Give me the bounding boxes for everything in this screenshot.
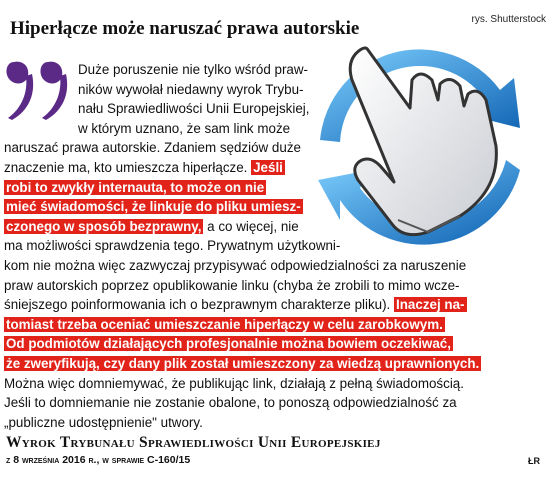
article-line [4, 158, 285, 178]
article-line [4, 354, 481, 374]
article-line [4, 256, 466, 276]
article-line [4, 295, 467, 315]
article-line [4, 374, 464, 394]
article-line [4, 236, 340, 256]
highlighted-text: mieć świadomości, że linkuje do pliku umiesz- [6, 199, 301, 215]
article-line [4, 393, 457, 413]
article-title: Hiperłącze może naruszać prawa autorskie [10, 18, 360, 39]
source-details: z 8 września 2016 r., w sprawie C-160/15 [6, 454, 191, 466]
article-text: kom nie można więc zazwyczaj przypisywać odpowiedzialności za naruszenie [4, 258, 467, 273]
article-text: ma możliwości sprawdzenia tego. Prywatnym użytkowni- [4, 238, 341, 254]
article-text: ników wywołał niedawny wyrok Trybu- [78, 81, 304, 97]
highlighted-text: czonego w sposób bezprawny, [6, 218, 202, 234]
highlighted-text: Od podmiotów działających profesjonalnie można bowiem oczekiwać, [6, 336, 451, 352]
article-line [4, 315, 445, 335]
article-text: Jeśli to domniemanie nie zostanie obalone, to ponoszą odpowiedzialność za [4, 395, 457, 411]
article-line [78, 99, 309, 119]
author-signature: ŁR [528, 456, 540, 466]
article-line [78, 80, 304, 100]
highlighted-text: robi to zwykły internauta, to może on nie [6, 179, 265, 195]
article-text: a co więcej, nie [203, 218, 299, 234]
article-text: w którym uznano, że sam link może [78, 120, 291, 136]
article-text: praw autorskich poprzez opublikowanie linku (chyba że zrobili to mimo wcze- [4, 277, 460, 293]
highlighted-text: że zweryfikują, czy dany plik został umieszczony za wiedzą uprawnionych. [6, 356, 480, 371]
article-line [4, 138, 301, 158]
article-text: Można więc domniemywać, że publikując link, działają z pełną świadomością. [4, 375, 464, 391]
article-text: „publiczne udostępnienie" utwory. [4, 414, 203, 430]
article-text: Duże poruszenie nie tylko wśród praw- [78, 62, 308, 77]
source-court: Wyrok Trybunału Sprawiedliwości Unii Europejskiej [6, 434, 381, 451]
highlighted-text: Jeśli [253, 160, 283, 175]
article-line [4, 197, 303, 217]
image-credit: rys. Shutterstock [471, 14, 546, 25]
article-text: naruszać prawa autorskie. Zdaniem sędziów duże [4, 140, 301, 156]
article-line [78, 60, 308, 80]
highlighted-text: tomiast trzeba oceniać umieszczanie hiperłączy w celu zarobkowym. [6, 316, 443, 332]
article-line [4, 276, 459, 296]
highlighted-text: Inaczej na- [396, 297, 465, 313]
article-text: nału Sprawiedliwości Unii Europejskiej, [78, 101, 310, 117]
article-text: śniejszego poinformowania ich o bezprawnym charakterze pliku). [4, 297, 391, 313]
article-line [4, 413, 203, 433]
article-line [4, 178, 266, 198]
article-line [4, 334, 453, 354]
article-line [78, 119, 290, 139]
hand-cursor-icon [300, 20, 540, 260]
article-line [4, 217, 299, 237]
article-text: znaczenie ma, kto umieszcza hiperłącze. [4, 160, 248, 175]
quote-mark-icon [4, 56, 84, 120]
